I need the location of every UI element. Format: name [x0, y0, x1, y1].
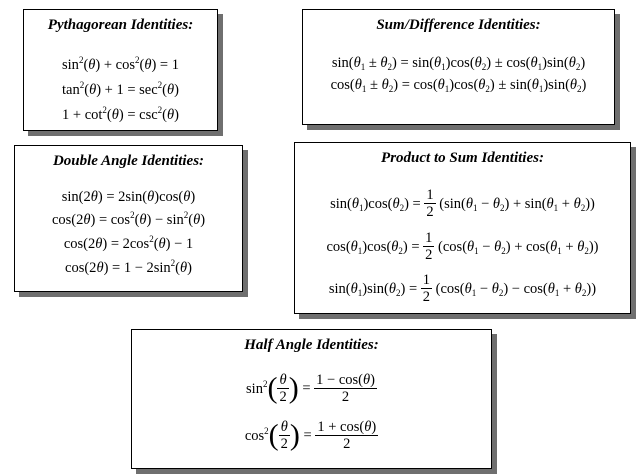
double-angle-identity-sin: sin(2θ) = 2sin(θ)cos(θ) [61, 189, 196, 205]
half-angle-identity-cos: $\cos^2$( $\frac{\theta}{2}$ ) = $\frac{1 + \cos(\theta)}{2}$ [244, 418, 377, 452]
double-angle-identity-cos-1: $\cos(2\theta) = \cos^2(\theta) - \sin^2(\theta)$ [51, 210, 206, 228]
sum-difference-identity-cos: $\cos(\theta_1 \pm \theta_2) = \cos(\theta_1)\cos(\theta_2) \pm \sin(\theta_1)\sin(\theta_2)$ [330, 77, 587, 94]
half-angle-title: Half Angle Identities: [244, 337, 379, 353]
double-angle-identity-cos-2: $\cos(2\theta) = 2\cos^2(\theta) - 1$ [63, 234, 194, 252]
product-to-sum-title: Product to Sum Identities: [381, 150, 544, 166]
half-angle-identity-sin: $\sin^2$( $\frac{\theta}{2}$ ) = $\frac{1 - \cos(\theta)}{2}$ [246, 371, 375, 405]
half-angle-identities-box [131, 329, 492, 469]
pythagorean-identities-box [23, 9, 218, 131]
double-angle-title: Double Angle Identities: [52, 153, 205, 169]
sum-difference-title: Sum/Difference Identities: [376, 17, 541, 33]
sum-difference-identity-sin: $\sin(\theta_1 \pm \theta_2) = \sin(\theta_1)\cos(\theta_2) \pm \cos(\theta_1)\sin(\theta_2)$ [331, 55, 586, 72]
product-to-sum-identity-cos-cos: $\cos(\theta_1)\cos(\theta_2)$ = $\frac{1}{2}$ $(\cos(\theta_1 - \theta_2) + \cos(\theta_1 + \theta_2))$ [326, 230, 599, 263]
product-to-sum-identities-box [294, 142, 631, 314]
double-angle-identities-box [14, 145, 243, 292]
double-angle-identity-cos-3: $\cos(2\theta) = 1 - 2\sin^2(\theta)$ [65, 258, 192, 276]
product-to-sum-identity-sin-sin: $\sin(\theta_1)\sin(\theta_2)$ = $\frac{1}{2}$ $(\cos(\theta_1 - \theta_2) - \cos(\theta_1 + \theta_2))$ [328, 272, 597, 305]
product-to-sum-identity-sin-cos: $\sin(\theta_1)\cos(\theta_2)$ = $\frac{1}{2}$ $(\sin(\theta_1 - \theta_2) + \sin(\theta_1 + \theta_2))$ [330, 187, 595, 220]
sum-difference-identities-box [302, 9, 615, 125]
pythagorean-identity-2: $\tan^2(\theta) + 1 = \sec^2(\theta)$ [62, 80, 179, 98]
pythagorean-identity-1: $\sin^2(\theta) + \cos^2(\theta) = 1$ [62, 55, 179, 73]
pythagorean-identity-3: $1 + \cot^2(\theta) = \csc^2(\theta)$ [62, 105, 179, 123]
pythagorean-title: Pythagorean Identities: [47, 17, 194, 33]
